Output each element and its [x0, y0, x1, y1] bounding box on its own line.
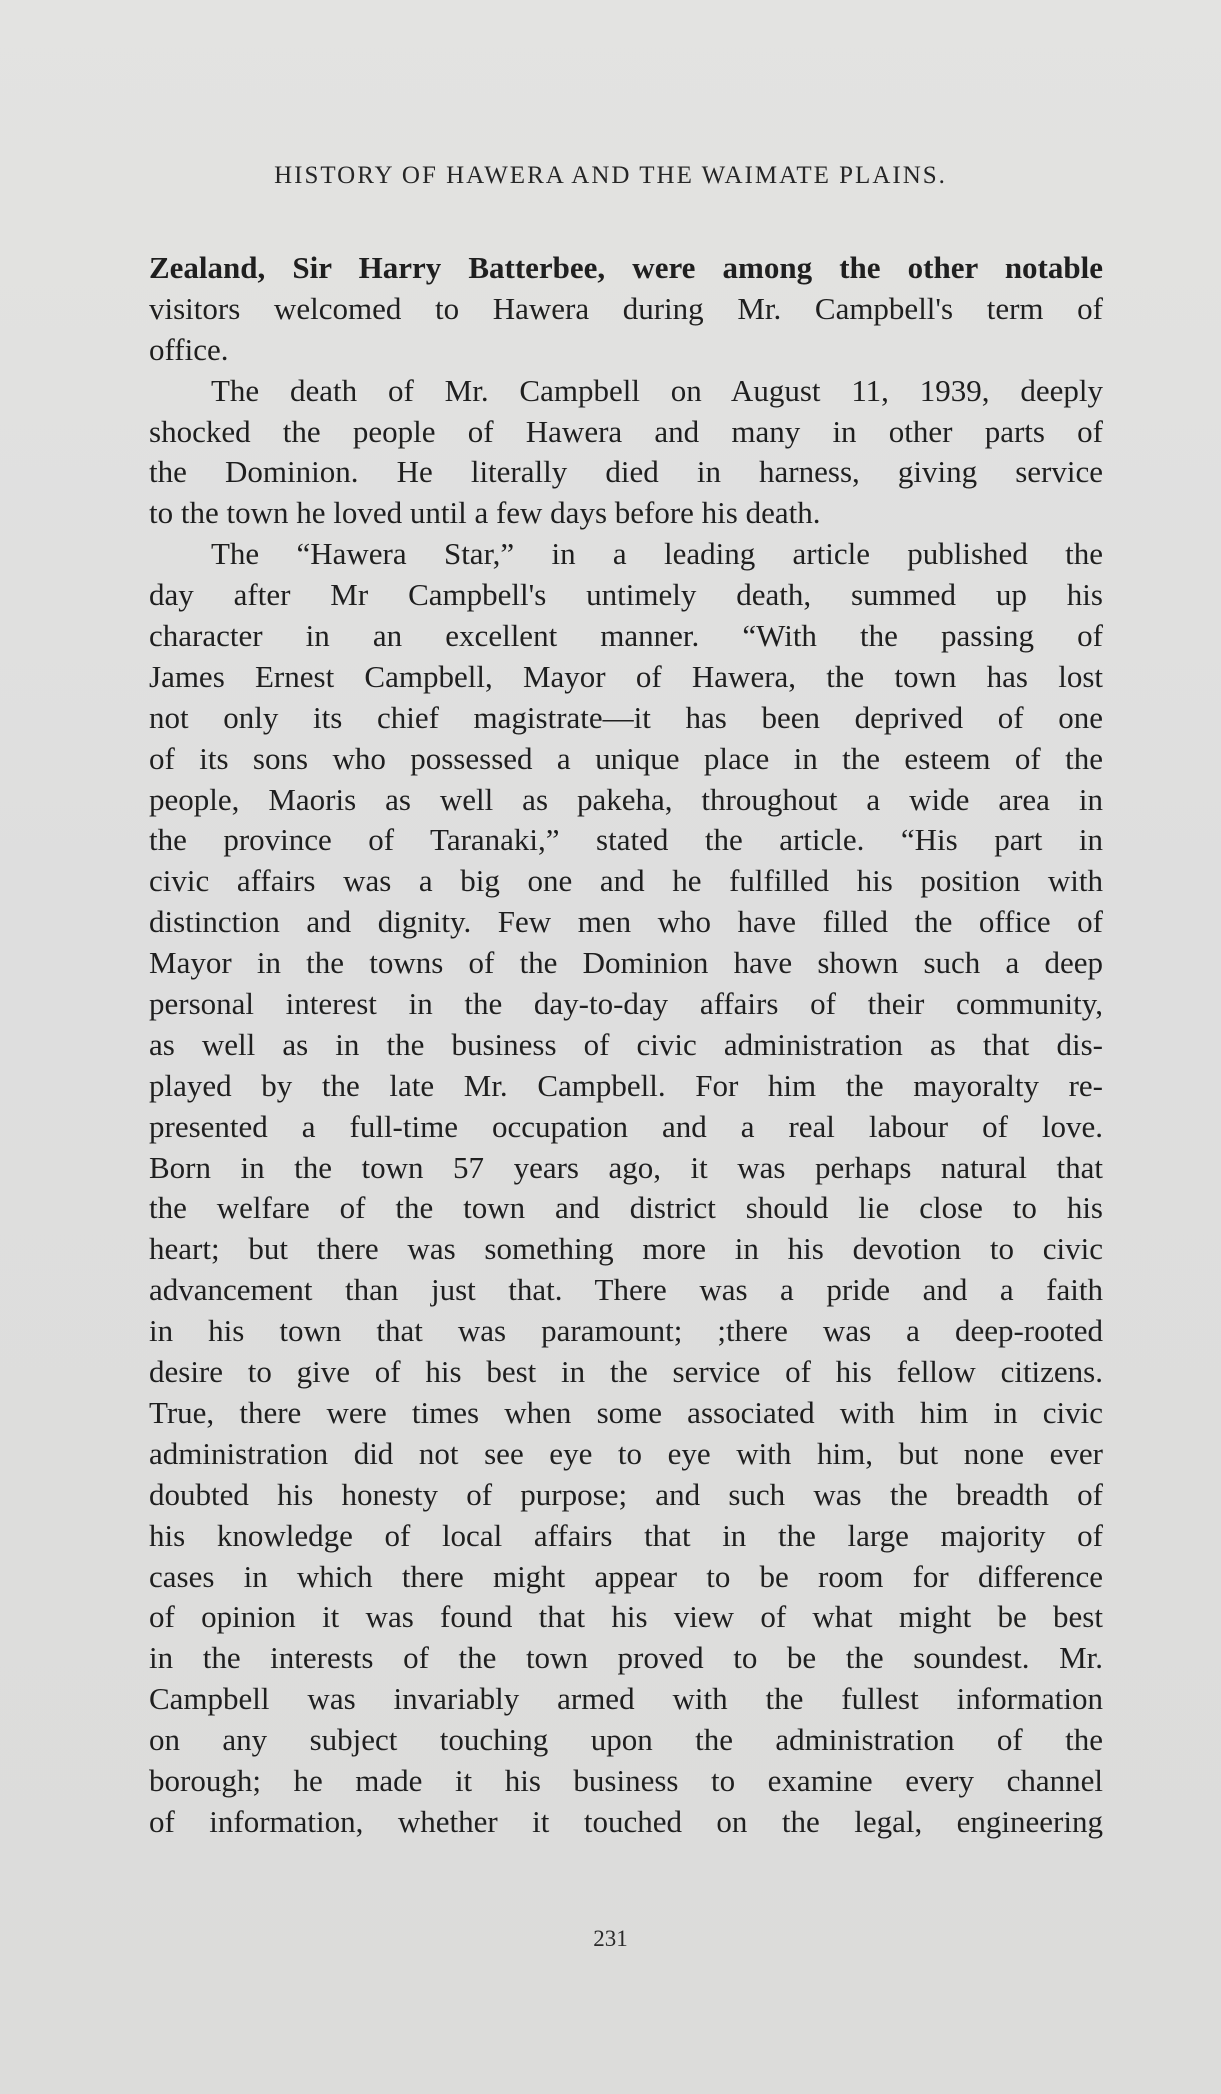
text-line: not only its chief magistrate—it has been deprived of one [149, 699, 1103, 735]
text-line: people, Maoris as well as pakeha, throughout a wide area in [149, 781, 1103, 817]
text-line: the Dominion. He literally died in harness, giving service [149, 454, 1103, 490]
running-head: HISTORY OF HAWERA AND THE WAIMATE PLAINS. [274, 162, 947, 189]
text-line: cases in which there might appear to be room for difference [149, 1558, 1103, 1594]
text-line: to the town he loved until a few days before his death. [149, 495, 821, 531]
text-line: the province of Taranaki,” stated the article. “His part in [149, 822, 1103, 858]
text-line: personal interest in the day-to-day affairs of their community, [149, 986, 1103, 1022]
text-line: desire to give of his best in the service of his fellow citizens. [149, 1354, 1103, 1390]
text-line: James Ernest Campbell, Mayor of Hawera, the town has lost [149, 658, 1103, 694]
text-line: shocked the people of Hawera and many in other parts of [149, 413, 1103, 449]
text-line: of opinion it was found that his view of what might be best [149, 1599, 1103, 1635]
text-line: The “Hawera Star,” in a leading article published the [211, 536, 1103, 572]
text-line: doubted his honesty of purpose; and such was the breadth of [149, 1476, 1103, 1512]
page-number: 231 [593, 1926, 628, 1951]
text-line: as well as in the business of civic administration as that dis- [149, 1026, 1103, 1062]
text-line: civic affairs was a big one and he fulfilled his position with [149, 863, 1103, 899]
text-line: visitors welcomed to Hawera during Mr. Campbell's term of [149, 290, 1103, 326]
text-line: his knowledge of local affairs that in the large majority of [149, 1517, 1103, 1553]
text-line: borough; he made it his business to examine every channel [149, 1762, 1103, 1798]
text-line: Born in the town 57 years ago, it was perhaps natural that [149, 1149, 1103, 1185]
text-line: day after Mr Campbell's untimely death, summed up his [149, 577, 1103, 613]
text-line: in his town that was paramount; ;there was a deep-rooted [149, 1313, 1103, 1349]
text-line: advancement than just that. There was a pride and a faith [149, 1272, 1103, 1308]
text-line: presented a full-time occupation and a real labour of love. [149, 1108, 1103, 1144]
text-line: distinction and dignity. Few men who have filled the office of [149, 904, 1103, 940]
text-line: heart; but there was something more in his devotion to civic [149, 1231, 1103, 1267]
text-line: of its sons who possessed a unique place in the esteem of the [149, 740, 1103, 776]
text-line: Campbell was invariably armed with the fullest information [149, 1681, 1103, 1717]
text-line: administration did not see eye to eye with him, but none ever [149, 1435, 1103, 1471]
text-line: Zealand, Sir Harry Batterbee, were among the other notable [149, 250, 1103, 285]
text-line: on any subject touching upon the administration of the [149, 1722, 1103, 1758]
text-line: The death of Mr. Campbell on August 11, 1939, deeply [211, 372, 1103, 408]
body-text [149, 248, 1103, 1843]
text-line: Mayor in the towns of the Dominion have shown such a deep [149, 945, 1103, 981]
text-line: character in an excellent manner. “With the passing of [149, 618, 1103, 654]
text-line: played by the late Mr. Campbell. For him the mayoralty re- [149, 1067, 1103, 1103]
text-line: True, there were times when some associated with him in civic [149, 1394, 1103, 1430]
text-line: office. [149, 331, 229, 367]
text-line: the welfare of the town and district should lie close to his [149, 1190, 1103, 1226]
text-line: of information, whether it touched on the legal, engineering [149, 1803, 1103, 1839]
text-line: in the interests of the town proved to be the soundest. Mr. [149, 1640, 1103, 1676]
